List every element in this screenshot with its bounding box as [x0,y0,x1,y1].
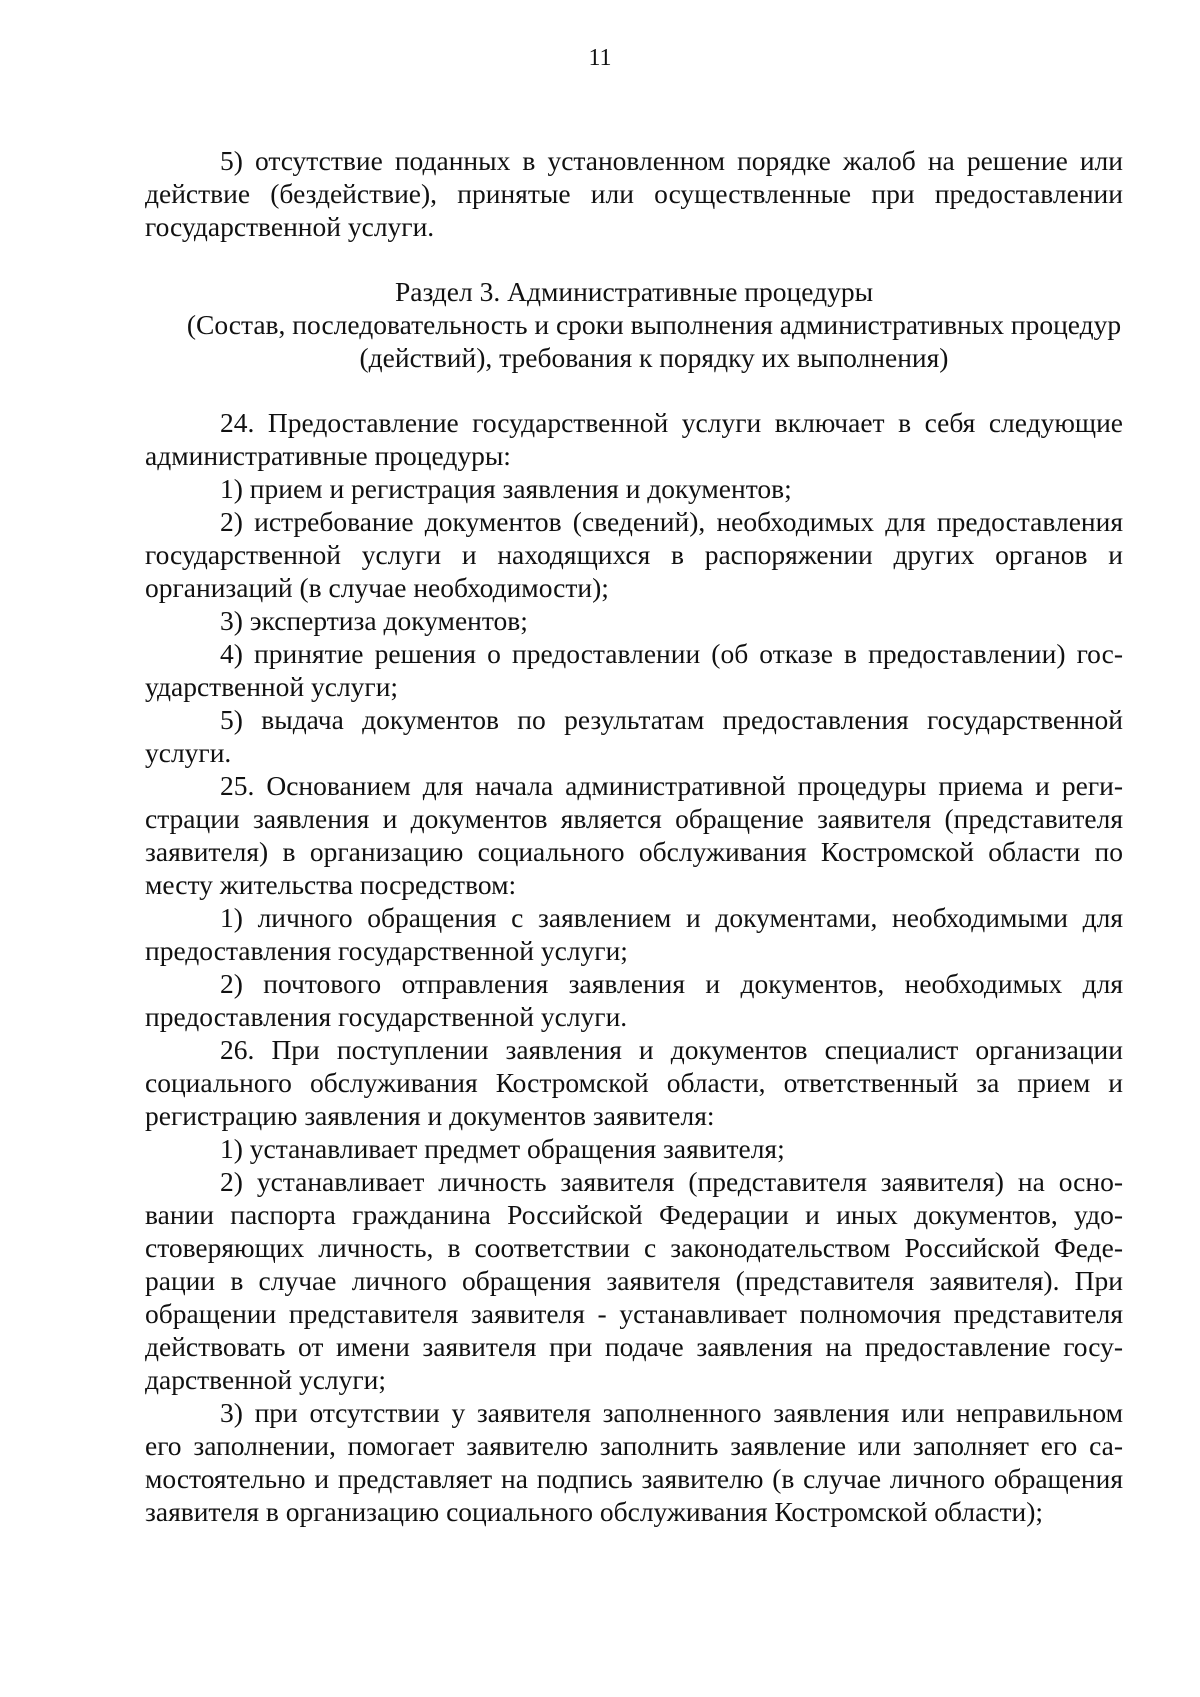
paragraph-24: 24. Предоставление государственной услуги включает в себя следующие административные процедуры: [145,407,1123,471]
section-heading [145,275,1123,374]
section-subtitle-text: (Состав, последовательность и сроки выполнения административных процедур (действий), требования к порядку их выполнения) [186,309,1122,373]
paragraph-25-item-2: 2) почтового отправления заявления и документов, необходимых для предоставления государственной услуги. [145,968,1123,1032]
page-number: 11 [588,45,612,71]
paragraph-25-item-1: 1) личного обращения с заявлением и документами, необходимыми для предоставления государственной услуги; [145,902,1123,966]
paragraph-24-item-3: 3) экспертиза документов; [220,605,528,636]
paragraph-25: 25. Основанием для начала административной процедуры приема и регистрации заявления и документов является обращение заявителя (представителя заявителя) в организацию социального обслуживания Костромской области по месту жительства посредством: [145,770,1123,900]
paragraph-26: 26. При поступлении заявления и документов специалист организации социального обслуживания Костромской области, ответственный за прием и регистрацию заявления и документов заявителя: [145,1034,1123,1131]
paragraph-26-item-3: 3) при отсутствии у заявителя заполненного заявления или неправильном его заполнении, помогает заявителю заполнить заявление или заполняет его самостоятельно и представляет на подпись заявителю (в случае личного обращения заявителя в организацию социального обслуживания Костромской области); [145,1397,1123,1527]
paragraph-26-item-1: 1) устанавливает предмет обращения заявителя; [220,1133,785,1164]
paragraph-24-item-2: 2) истребование документов (сведений), необходимых для предоставления государственной услуги и находящихся в распоряжении других органов и организаций (в случае необходимости); [145,506,1123,603]
paragraph-24-item-4: 4) принятие решения о предоставлении (об отказе в предоставлении) государственной услуги; [145,638,1123,702]
paragraph-24-item-1: 1) прием и регистрация заявления и документов; [220,473,792,504]
section-subtitle [145,308,1123,374]
section-title: Раздел 3. Административные процедуры [394,276,874,307]
paragraph-26-item-2: 2) устанавливает личность заявителя (представителя заявителя) на основании паспорта гражданина Российской Федерации и иных документов, удостоверяющих личность, в соответствии с законодательством Российской Федерации в случае личного обращения заявителя (представителя заявителя). При обращении представителя заявителя - устанавливает полномочия представителя действовать от имени заявителя при подаче заявления на предоставление государственной услуги; [145,1166,1123,1395]
paragraph-item-5-complaints: 5) отсутствие поданных в установленном порядке жалоб на решение или действие (бездействие), принятые или осуществленные при предоставлении государственной услуги. [145,145,1123,242]
document-body [145,144,1123,1528]
paragraph-24-item-5: 5) выдача документов по результатам предоставления государственной услуги. [145,704,1123,768]
